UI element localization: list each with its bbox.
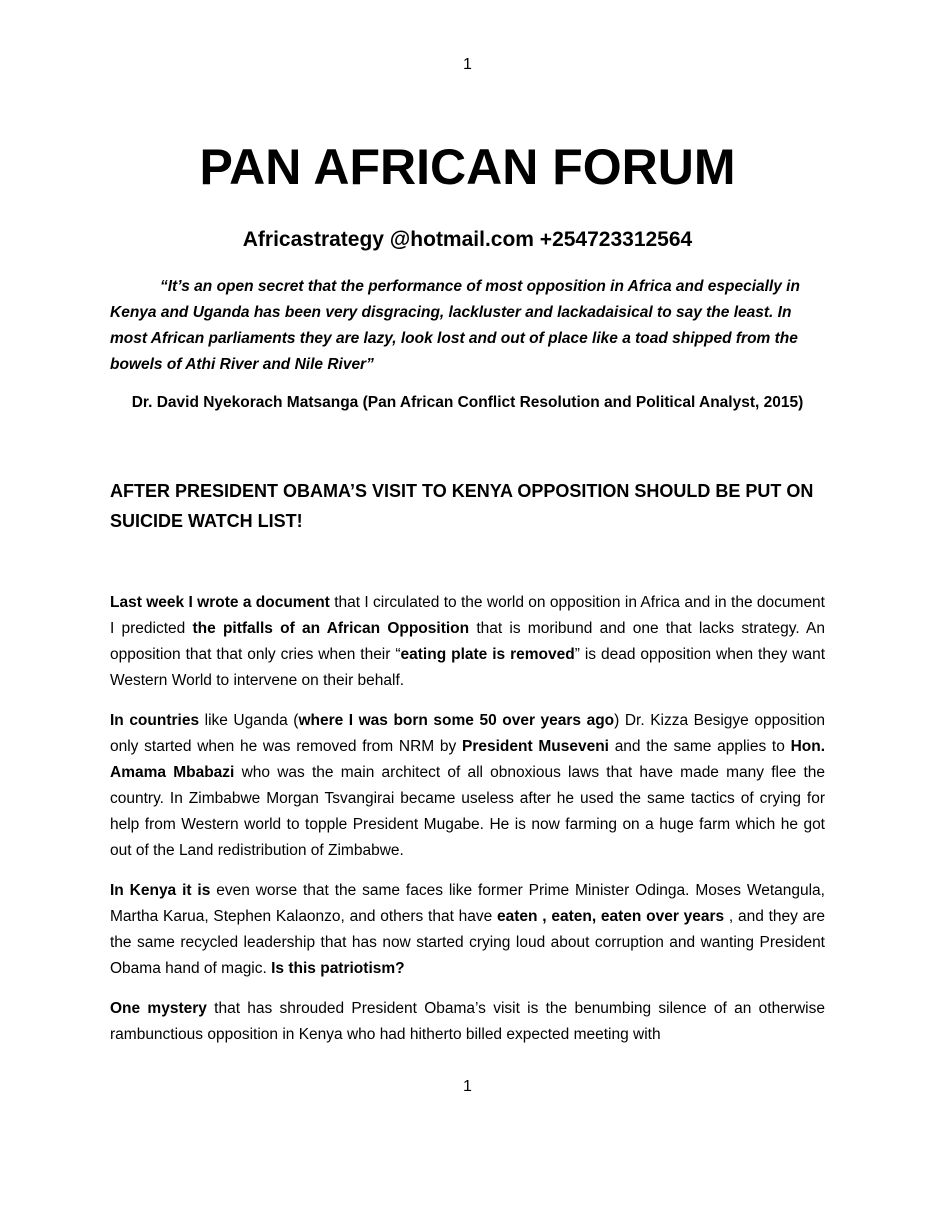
body-paragraph-3 [110,878,825,982]
page-number-bottom: 1 [463,1078,472,1095]
text-run: even worse that the same faces like former Prime Minister Odinga. Moses Wetangula, Martha Karua, Stephen Kalaonzo, and others that have [110,882,825,925]
article-body [110,590,825,1062]
bold-phrase: Last week I wrote a document [110,594,330,611]
contact-line: Africastrategy @hotmail.com +254723312564 [242,228,693,251]
bold-phrase: eating plate is removed [400,646,575,663]
body-paragraph-2 [110,708,825,864]
bold-phrase: the pitfalls of an African Opposition [192,620,470,637]
bold-phrase: Hon. Amama Mbabazi [110,738,826,781]
body-paragraph-1 [110,590,825,694]
bold-phrase: eaten , eaten, eaten over years [497,908,725,925]
text-run: that has shrouded President Obama’s visit is the benumbing silence of an otherwise rambunctious opposition in Kenya who had hitherto billed expected meeting with [110,1000,825,1043]
article-headline: AFTER PRESIDENT OBAMA’S VISIT TO KENYA OPPOSITION SHOULD BE PUT ON SUICIDE WATCH LIST! [110,481,814,531]
text-run: who was the main architect of all obnoxious laws that have made many flee the country. In Zimbabwe Morgan Tsvangirai became useless after he used the same tactics of crying for help from Western world to topple President Mugabe. He is now farming on a huge farm which he got out of the Land redistribution of Zimbabwe. [110,764,825,859]
quote-text: “It’s an open secret that the performance of most opposition in Africa and especially in Kenya and Uganda has been very disgracing, lackluster and lackadaisical to say the least. In most African parliaments they are lazy, look lost and out of place like a toad shipped from the bowels of Athi River and Nile River” [110,278,800,373]
text-run: that is moribund and one that lacks strategy. An opposition that that only cries when their “ [110,620,825,663]
text-run: ” is dead opposition when they want Western World to intervene on their behalf. [110,646,826,689]
body-paragraph-4 [110,996,825,1048]
quote-attribution: Dr. David Nyekorach Matsanga (Pan African Conflict Resolution and Political Analyst, 2015) [131,394,804,411]
bold-phrase: Is this patriotism? [271,960,405,977]
text-run: and the same applies to [608,738,791,755]
text-run: like Uganda ( [199,712,299,729]
bold-phrase: One mystery [110,1000,207,1017]
epigraph-quote [110,274,825,378]
document-title: PAN AFRICAN FORUM [199,139,736,195]
bold-phrase: In countries [110,712,200,729]
text-run: ) Dr. Kizza Besigye opposition only started when he was removed from NRM by [110,712,825,755]
text-run: that I circulated to the world on opposition in Africa and in the document I predicted [110,594,825,637]
bold-phrase: President Museveni [462,738,609,755]
bold-phrase: In Kenya it is [110,882,211,899]
bold-phrase: where I was born some 50 over years ago [298,712,615,729]
text-run: , and they are the same recycled leadership that has now started crying loud about corruption and wanting President Obama hand of magic. [110,908,826,977]
page-number-top: 1 [463,56,472,73]
